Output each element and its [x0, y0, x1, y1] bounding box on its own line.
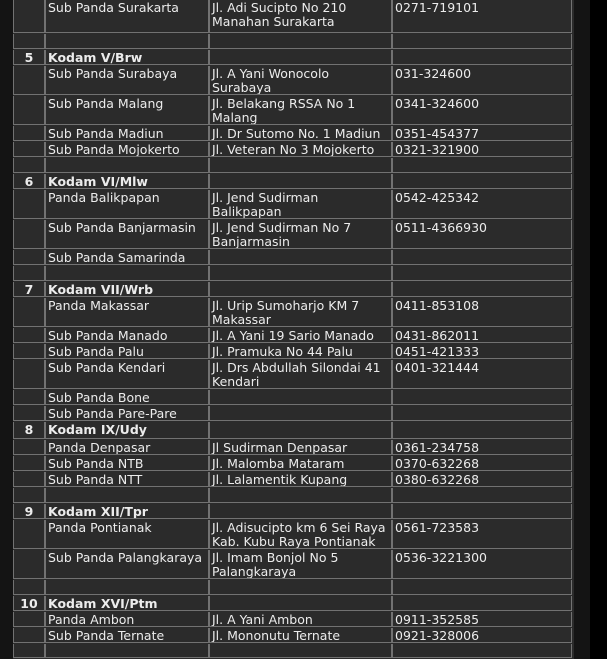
office-address: Jl. Dr Sutomo No. 1 Madiun [209, 126, 392, 141]
empty-cell [209, 34, 392, 49]
empty-cell [13, 190, 45, 219]
region-header-row [13, 282, 574, 298]
office-row [13, 96, 574, 126]
office-row [13, 472, 574, 488]
office-name: Sub Panda Pare-Pare [45, 406, 209, 421]
office-row [13, 250, 574, 266]
empty-cell [209, 580, 392, 595]
empty-cell [13, 440, 45, 455]
office-name: Sub Panda Banjarmasin [45, 220, 209, 249]
office-phone: 0431-862011 [392, 328, 572, 343]
office-phone: 0511-4366930 [392, 220, 572, 249]
empty-cell [392, 50, 572, 65]
empty-cell [392, 174, 572, 189]
office-name: Sub Panda Mojokerto [45, 142, 209, 157]
office-phone: 0536-3221300 [392, 550, 572, 579]
empty-cell [209, 644, 392, 658]
empty-cell [392, 422, 572, 439]
region-title: Kodam IX/Udy [45, 422, 209, 439]
office-phone [392, 406, 572, 421]
office-name: Sub Panda Palangkaraya [45, 550, 209, 579]
office-phone: 0451-421333 [392, 344, 572, 359]
empty-cell [209, 50, 392, 65]
office-row [13, 390, 574, 406]
spacer-row [13, 644, 574, 659]
office-name: Sub Panda NTB [45, 456, 209, 471]
empty-cell [13, 220, 45, 249]
empty-cell [13, 360, 45, 389]
office-name: Sub Panda Surakarta [45, 0, 209, 33]
empty-cell [392, 488, 572, 503]
office-name: Sub Panda NTT [45, 472, 209, 487]
office-address [209, 390, 392, 405]
empty-cell [13, 66, 45, 95]
empty-cell [13, 644, 45, 658]
office-address: Jl Sudirman Denpasar [209, 440, 392, 455]
empty-cell [209, 266, 392, 281]
empty-cell [13, 126, 45, 141]
office-row [13, 520, 574, 550]
region-title: Kodam XII/Tpr [45, 504, 209, 519]
empty-cell [392, 158, 572, 173]
region-header-row [13, 50, 574, 66]
office-phone: 0361-234758 [392, 440, 572, 455]
office-row [13, 344, 574, 360]
office-address: Jl. Malomba Mataram [209, 456, 392, 471]
region-number: 9 [13, 504, 45, 519]
office-address: Jl. Adi Sucipto No 210 Manahan Surakarta [209, 0, 392, 33]
office-row [13, 628, 574, 644]
office-row [13, 190, 574, 220]
empty-cell [392, 644, 572, 658]
region-title: Kodam V/Brw [45, 50, 209, 65]
office-row [13, 328, 574, 344]
office-address: Jl. Adisucipto km 6 Sei Raya Kab. Kubu Raya Pontianak [209, 520, 392, 549]
office-name: Sub Panda Surabaya [45, 66, 209, 95]
spacer-row [13, 266, 574, 282]
office-row [13, 406, 574, 422]
office-row [13, 0, 574, 34]
empty-cell [209, 488, 392, 503]
empty-cell [13, 250, 45, 265]
page-edge [590, 0, 607, 659]
empty-cell [13, 472, 45, 487]
office-address: Jl. Urip Sumoharjo KM 7 Makassar [209, 298, 392, 327]
empty-cell [209, 504, 392, 519]
office-name: Panda Balikpapan [45, 190, 209, 219]
office-phone: 031-324600 [392, 66, 572, 95]
region-title: Kodam XVI/Ptm [45, 596, 209, 611]
empty-cell [209, 174, 392, 189]
empty-cell [45, 158, 209, 173]
empty-cell [13, 390, 45, 405]
empty-cell [45, 644, 209, 658]
empty-cell [13, 298, 45, 327]
office-phone [392, 390, 572, 405]
office-name: Panda Pontianak [45, 520, 209, 549]
empty-cell [13, 628, 45, 643]
empty-cell [13, 488, 45, 503]
spacer-row [13, 158, 574, 174]
empty-cell [209, 158, 392, 173]
empty-cell [45, 580, 209, 595]
office-address: Jl. Mononutu Ternate [209, 628, 392, 643]
empty-cell [13, 456, 45, 471]
empty-cell [13, 520, 45, 549]
office-phone: 0370-632268 [392, 456, 572, 471]
empty-cell [209, 282, 392, 297]
spacer-row [13, 580, 574, 596]
office-phone: 0542-425342 [392, 190, 572, 219]
empty-cell [45, 34, 209, 49]
office-directory-table [13, 0, 574, 659]
region-title: Kodam VI/Mlw [45, 174, 209, 189]
office-row [13, 612, 574, 628]
empty-cell [13, 34, 45, 49]
region-header-row [13, 596, 574, 612]
empty-cell [13, 580, 45, 595]
office-phone: 0921-328006 [392, 628, 572, 643]
office-phone: 0341-324600 [392, 96, 572, 125]
office-address: Jl. Drs Abdullah Silondai 41 Kendari [209, 360, 392, 389]
office-address: Jl. Lalamentik Kupang [209, 472, 392, 487]
region-number: 7 [13, 282, 45, 297]
spacer-row [13, 34, 574, 50]
region-number: 8 [13, 422, 45, 439]
region-header-row [13, 422, 574, 440]
empty-cell [13, 344, 45, 359]
office-phone: 0351-454377 [392, 126, 572, 141]
empty-cell [392, 580, 572, 595]
office-name: Sub Panda Ternate [45, 628, 209, 643]
office-phone: 0561-723583 [392, 520, 572, 549]
empty-cell [13, 328, 45, 343]
office-row [13, 142, 574, 158]
office-row [13, 550, 574, 580]
office-row [13, 456, 574, 472]
region-header-row [13, 174, 574, 190]
office-address: Jl. Jend Sudirman Balikpapan [209, 190, 392, 219]
office-address: Jl. A Yani Wonocolo Surabaya [209, 66, 392, 95]
office-row [13, 220, 574, 250]
office-phone: 0321-321900 [392, 142, 572, 157]
empty-cell [209, 596, 392, 611]
office-phone: 0271-719101 [392, 0, 572, 33]
office-row [13, 440, 574, 456]
empty-cell [392, 282, 572, 297]
office-name: Panda Makassar [45, 298, 209, 327]
office-address [209, 406, 392, 421]
office-row [13, 298, 574, 328]
office-name: Sub Panda Palu [45, 344, 209, 359]
empty-cell [45, 488, 209, 503]
region-number: 5 [13, 50, 45, 65]
empty-cell [392, 266, 572, 281]
office-address: Jl. A Yani Ambon [209, 612, 392, 627]
office-name: Sub Panda Bone [45, 390, 209, 405]
office-row [13, 66, 574, 96]
empty-cell [392, 34, 572, 49]
office-row [13, 126, 574, 142]
office-address: Jl. Imam Bonjol No 5 Palangkaraya [209, 550, 392, 579]
office-address: Jl. Veteran No 3 Mojokerto [209, 142, 392, 157]
office-row [13, 360, 574, 390]
region-number: 10 [13, 596, 45, 611]
empty-cell [209, 422, 392, 439]
region-title: Kodam VII/Wrb [45, 282, 209, 297]
empty-cell [13, 612, 45, 627]
spacer-row [13, 488, 574, 504]
office-name: Sub Panda Samarinda [45, 250, 209, 265]
empty-cell [13, 96, 45, 125]
office-address: Jl. Jend Sudirman No 7 Banjarmasin [209, 220, 392, 249]
empty-cell [13, 550, 45, 579]
office-phone: 0911-352585 [392, 612, 572, 627]
office-phone: 0401-321444 [392, 360, 572, 389]
office-name: Panda Denpasar [45, 440, 209, 455]
empty-cell [13, 0, 45, 33]
region-number: 6 [13, 174, 45, 189]
office-name: Sub Panda Madiun [45, 126, 209, 141]
office-address [209, 250, 392, 265]
office-name: Panda Ambon [45, 612, 209, 627]
office-phone [392, 250, 572, 265]
office-address: Jl. A Yani 19 Sario Manado [209, 328, 392, 343]
empty-cell [392, 504, 572, 519]
office-name: Sub Panda Malang [45, 96, 209, 125]
office-address: Jl. Belakang RSSA No 1 Malang [209, 96, 392, 125]
empty-cell [13, 158, 45, 173]
empty-cell [13, 266, 45, 281]
empty-cell [13, 142, 45, 157]
office-name: Sub Panda Manado [45, 328, 209, 343]
empty-cell [13, 406, 45, 421]
region-header-row [13, 504, 574, 520]
office-name: Sub Panda Kendari [45, 360, 209, 389]
office-phone: 0411-853108 [392, 298, 572, 327]
office-address: Jl. Pramuka No 44 Palu [209, 344, 392, 359]
empty-cell [45, 266, 209, 281]
office-phone: 0380-632268 [392, 472, 572, 487]
empty-cell [392, 596, 572, 611]
